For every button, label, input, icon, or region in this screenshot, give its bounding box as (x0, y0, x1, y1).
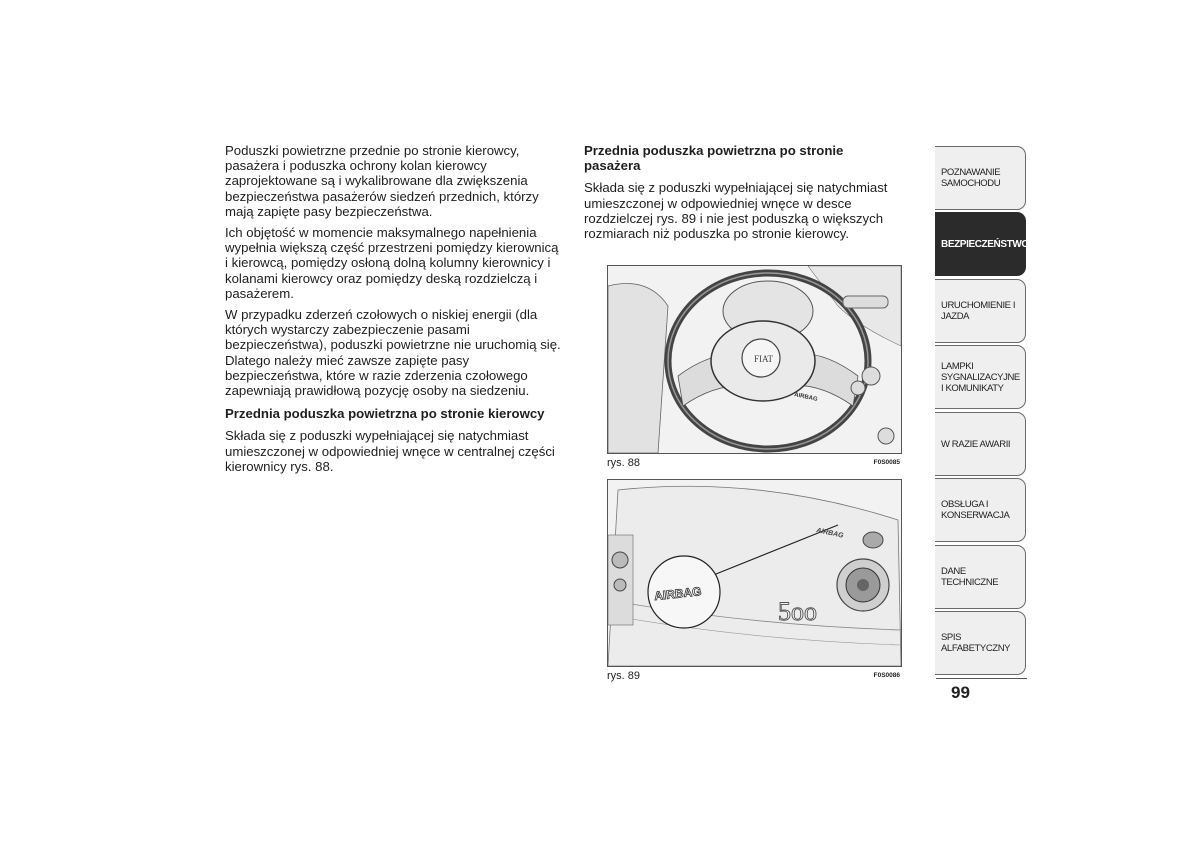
svg-text:AIRBAG: AIRBAG (653, 584, 703, 604)
section-heading: Przednia poduszka powietrzna po stronie kierowcy (225, 406, 545, 422)
tab-bezpieczenstwo[interactable] (935, 212, 1029, 276)
figure-dashboard-airbag (607, 479, 902, 667)
tab-label: BEZPIECZEŃSTWO (941, 238, 1029, 250)
page-number: 99 (951, 683, 970, 702)
figure-steering-wheel-airbag (607, 265, 902, 454)
svg-text:AIRBAG: AIRBAG (793, 392, 818, 403)
svg-text:AIRBAG: AIRBAG (815, 527, 845, 540)
tab-label: URUCHOMIENIE I JAZDA (941, 300, 1016, 322)
paragraph: Składa się z poduszki wypełniającej się natychmiast umieszczonej w odpowiedniej wnęce w desce rozdzielczej rys. 89 i nie jest poduszką o większych rozmiarach niż poduszka po stronie kierowcy. (584, 180, 888, 242)
tab-label: OBSŁUGA I KONSERWACJA (941, 499, 1010, 521)
figure-code: F0S0085 (873, 459, 900, 466)
tab-poznawanie-samochodu[interactable] (935, 146, 1026, 210)
right-column (584, 143, 902, 247)
tab-label: W RAZIE AWARII (941, 438, 1011, 450)
tab-spis-alfabetyczny[interactable] (935, 611, 1026, 675)
tab-label: DANE TECHNICZNE (941, 566, 999, 588)
tab-obsluga-i-konserwacja[interactable] (935, 478, 1026, 542)
tab-label: LAMPKI SYGNALIZACYJNE I KOMUNIKATY (941, 360, 1020, 394)
paragraph: Poduszki powietrzne przednie po stronie kierowcy, pasażera i poduszka ochrony kolan kierowcy zaprojektowane są i wykalibrowane dla zwiększenia bezpieczeństwa pasażerów siedzeń przednich, którzy mają zapięte pasy bezpieczeństwa. (225, 143, 539, 219)
paragraph: Ich objętość w momencie maksymalnego napełnienia wypełnia większą część przestrzeni pomiędzy kierownicą i kierowcą, pomiędzy osłoną dolną kolumny kierownicy i kolanami kierowcy oraz pomiędzy deską rozdzielczą i pasażerem. (225, 225, 559, 301)
caption-number: rys. 89 (607, 670, 641, 682)
tab-label: POZNAWANIE SAMOCHODU (941, 167, 1001, 189)
left-column (225, 143, 561, 480)
paragraph: Składa się z poduszki wypełniającej się natychmiast umieszczonej w odpowiedniej wnęce w centralnej części kierownicy rys. 88. (225, 428, 555, 474)
tab-dane-techniczne[interactable] (935, 545, 1026, 609)
paragraph: W przypadku zderzeń czołowych o niskiej energii (dla których wystarczy zabezpieczenie pasami bezpieczeństwa), poduszki powietrzne nie uruchomią się. Dlatego należy mieć zawsze zapięte pasy bezpieczeństwa, które w razie zderzenia czołowego zapewniają prawidłową pozycję osoby na siedzeniu. (225, 307, 561, 399)
tab-w-razie-awarii[interactable] (935, 412, 1026, 476)
svg-text:FIAT: FIAT (754, 354, 774, 364)
svg-text:5oo: 5oo (778, 597, 817, 626)
tab-lampki-sygnalizacyjne[interactable] (935, 345, 1026, 409)
caption-number: rys. 88 (607, 457, 641, 469)
tab-label: SPIS ALFABETYCZNY (941, 632, 1011, 654)
tab-uruchomienie-i-jazda[interactable] (935, 279, 1026, 343)
divider (936, 678, 1027, 679)
figure-code: F0S0086 (873, 672, 900, 679)
section-heading: Przednia poduszka powietrzna po stronie pasażera (584, 143, 844, 174)
